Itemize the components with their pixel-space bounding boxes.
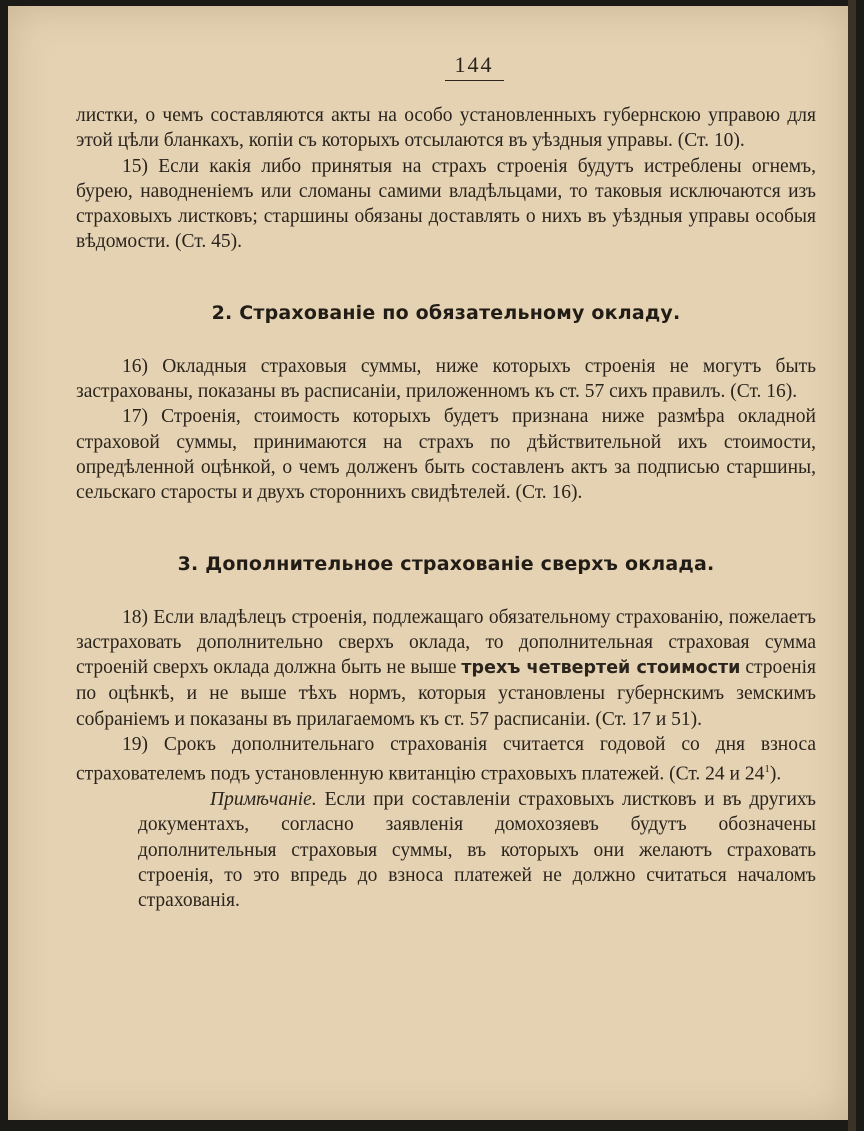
paragraph-15: 15) Если какія либо принятыя на страхъ строенія будутъ истреблены огнемъ, бурею, наводненіемъ или сломаны самими владѣльцами, то таковыя исключаются изъ страховыхъ листковъ; старшины обязаны доставлять о нихъ въ уѣздныя управы особыя вѣдомости. (Ст. 45). [76,155,816,253]
paragraph-16: 16) Окладныя страховыя суммы, ниже которыхъ строенія не могутъ быть застрахованы, показаны въ расписаніи, приложенномъ къ ст. 57 сихъ правилъ. (Ст. 16). [76,355,816,403]
note-block [138,787,816,913]
paragraph-18: 18) Если владѣлецъ строенія, подлежащаго обязательному страхованію, пожелаетъ застраховать дополнительно сверхъ оклада, то дополнительная страховая сумма строеній сверхъ оклада должна быть не выше трехъ четвертей стоимости строенія по оцѣнкѣ, и не выше тѣхъ нормъ, которыя установлены губернскимъ земскимъ собраніемъ и показаны въ прилагаемомъ къ ст. 57 расписаніи. (Ст. 17 и 51). [76,606,816,730]
emphasis-text: трехъ четвертей стоимости [461,658,741,679]
page-number: 144 [76,52,816,81]
section-heading-3: 3. Дополнительное страхованіе сверхъ оклада. [177,552,715,575]
paragraph-19: 19) Срокъ дополнительнаго страхованія считается годовой со дня взноса страхователемъ подъ установленную квитанцію страховыхъ платежей. (Ст. 24 и $24^1$). [76,734,816,785]
section-heading-2: 2. Страхованіе по обязательному окладу. [211,301,681,324]
page-content [76,52,816,914]
note-paragraph: Примѣчаніе. Если при составленіи страховыхъ листковъ и въ другихъ документахъ, согласно заявленія домохозяевъ будутъ обозначены дополнительныя страховыя суммы, въ которыхъ они желаютъ страховать строенія, то это впредь до взноса платежей не должно считаться началомъ страхованія. [138,789,817,912]
note-label: Примѣчаніе. [210,789,317,811]
book-page [8,6,848,1120]
paragraph-continued: листки, о чемъ составляются акты на особо установленныхъ губернскою управою для этой цѣли бланкахъ, копіи съ которыхъ отсылаются въ уѣздныя управы. (Ст. 10). [76,105,816,152]
book-spine-edge [848,0,856,1131]
paragraph-17: 17) Строенія, стоимость которыхъ будетъ признана ниже размѣра окладной страховой суммы, принимаются на страхъ по дѣйствительной ихъ стоимости, опредѣленной оцѣнкой, о чемъ долженъ быть составленъ актъ за подписью старшины, сельскаго старосты и двухъ стороннихъ свидѣтелей. (Ст. 16). [76,406,816,504]
